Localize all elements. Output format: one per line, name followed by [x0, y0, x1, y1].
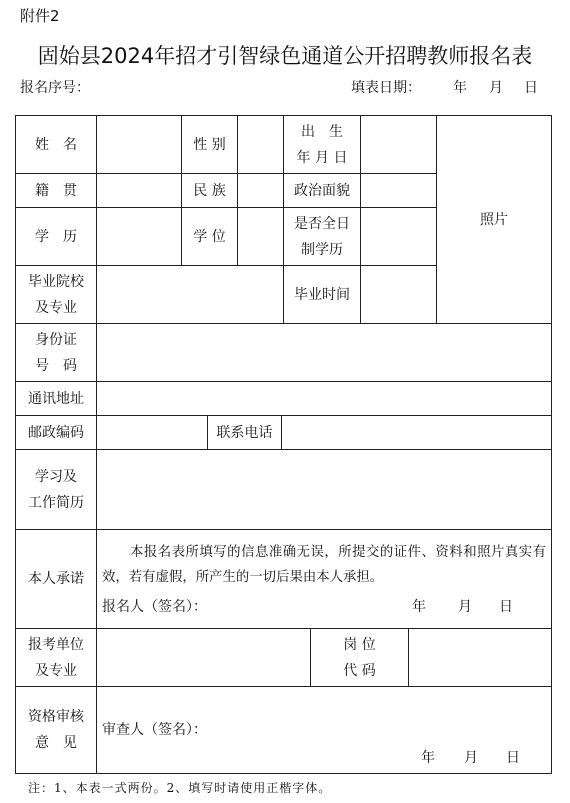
review-label-line2: 意 见 [35, 735, 77, 751]
fill-date-label: 填表日期： [351, 80, 421, 96]
photo-box[interactable] [437, 116, 551, 323]
apply-unit-label-line1: 报考单位 [28, 636, 84, 653]
gender-label: 性 别 [193, 136, 226, 153]
pledge-month: 月 [458, 599, 472, 615]
post-code-label [311, 629, 408, 686]
pledge-statement: 本报名表所填写的信息准确无误，所提交的证件、资料和照片真实有效，若有虚假，所产生的一切后果由本人承担。 [102, 545, 546, 585]
phone-field[interactable] [282, 416, 551, 449]
ethnicity-field[interactable] [238, 174, 283, 207]
postcode-field[interactable] [97, 416, 207, 449]
graduation-time-label: 毕业时间 [294, 286, 350, 303]
native-place-field[interactable] [97, 174, 181, 207]
date-month: 月 [489, 80, 503, 96]
graduation-time-field[interactable] [361, 266, 436, 323]
resume-label-line2: 工作简历 [28, 494, 84, 511]
degree-label: 学 位 [193, 228, 226, 245]
id-label-line1: 身份证 [35, 331, 77, 348]
birth-date-field[interactable] [361, 116, 436, 173]
form-title: 固始县2024年招才引智绿色通道公开招聘教师报名表 [37, 44, 533, 68]
fulltime-label [284, 208, 360, 265]
school-major-label [16, 266, 96, 323]
post-code-label-line1: 岗 位 [343, 636, 376, 653]
date-day: 日 [524, 80, 538, 96]
date-year: 年 [453, 80, 467, 96]
birth-label-line1: 出 生 [301, 123, 343, 140]
applicant-signature-label: 报名人（签名）： [102, 599, 207, 615]
apply-unit-field[interactable] [97, 629, 310, 686]
review-opinion-label [16, 687, 96, 773]
name-field[interactable] [97, 116, 181, 173]
gender-field[interactable] [238, 116, 283, 173]
birth-label-line2: 年 月 日 [296, 149, 348, 166]
apply-unit-label [16, 629, 96, 686]
phone-label: 联系电话 [216, 424, 273, 441]
pledge-year: 年 [412, 599, 426, 615]
post-code-field[interactable] [409, 629, 551, 686]
resume-label-line1: 学习及 [35, 468, 77, 485]
political-status-label: 政治面貌 [294, 182, 350, 199]
birth-date-label [284, 116, 360, 173]
resume-label [16, 450, 96, 529]
native-place-label: 籍 贯 [35, 182, 77, 199]
pledge-day: 日 [499, 599, 513, 615]
post-code-label-line2: 代 码 [343, 662, 376, 679]
postcode-label: 邮政编码 [28, 424, 84, 441]
resume-field[interactable] [97, 450, 551, 529]
attachment-label: 附件2 [20, 7, 60, 25]
review-day: 日 [506, 750, 520, 766]
school-label-line2: 及专业 [35, 299, 77, 316]
reviewer-signature-label: 审查人（签名）： [102, 722, 207, 738]
fulltime-label-line2: 制学历 [301, 241, 343, 258]
school-major-field[interactable] [97, 266, 283, 323]
degree-field[interactable] [238, 208, 283, 265]
id-number-label [16, 324, 96, 381]
id-label-line2: 号 码 [35, 357, 77, 374]
education-field[interactable] [97, 208, 181, 265]
education-label: 学 历 [35, 228, 77, 245]
address-label: 通讯地址 [28, 390, 84, 407]
ethnicity-label: 民 族 [193, 182, 226, 199]
footer-note: 注：1、本表一式两份。2、填写时请使用正楷字体。 [28, 781, 332, 795]
serial-number-label: 报名序号： [20, 80, 90, 96]
review-year: 年 [421, 750, 435, 766]
applicant-signature-field[interactable] [220, 594, 400, 620]
name-label: 姓 名 [35, 136, 77, 153]
apply-unit-label-line2: 及专业 [35, 662, 77, 679]
review-label-line1: 资格审核 [28, 709, 84, 725]
address-field[interactable] [97, 382, 551, 415]
id-number-field[interactable] [97, 324, 551, 381]
fulltime-label-line1: 是否全日 [294, 215, 350, 232]
reviewer-signature-field[interactable] [220, 716, 540, 742]
pledge-label: 本人承诺 [28, 571, 84, 587]
school-label-line1: 毕业院校 [28, 273, 84, 290]
photo-label: 照片 [480, 212, 508, 228]
political-status-field[interactable] [361, 174, 436, 207]
fulltime-field[interactable] [361, 208, 436, 265]
review-month: 月 [464, 750, 478, 766]
